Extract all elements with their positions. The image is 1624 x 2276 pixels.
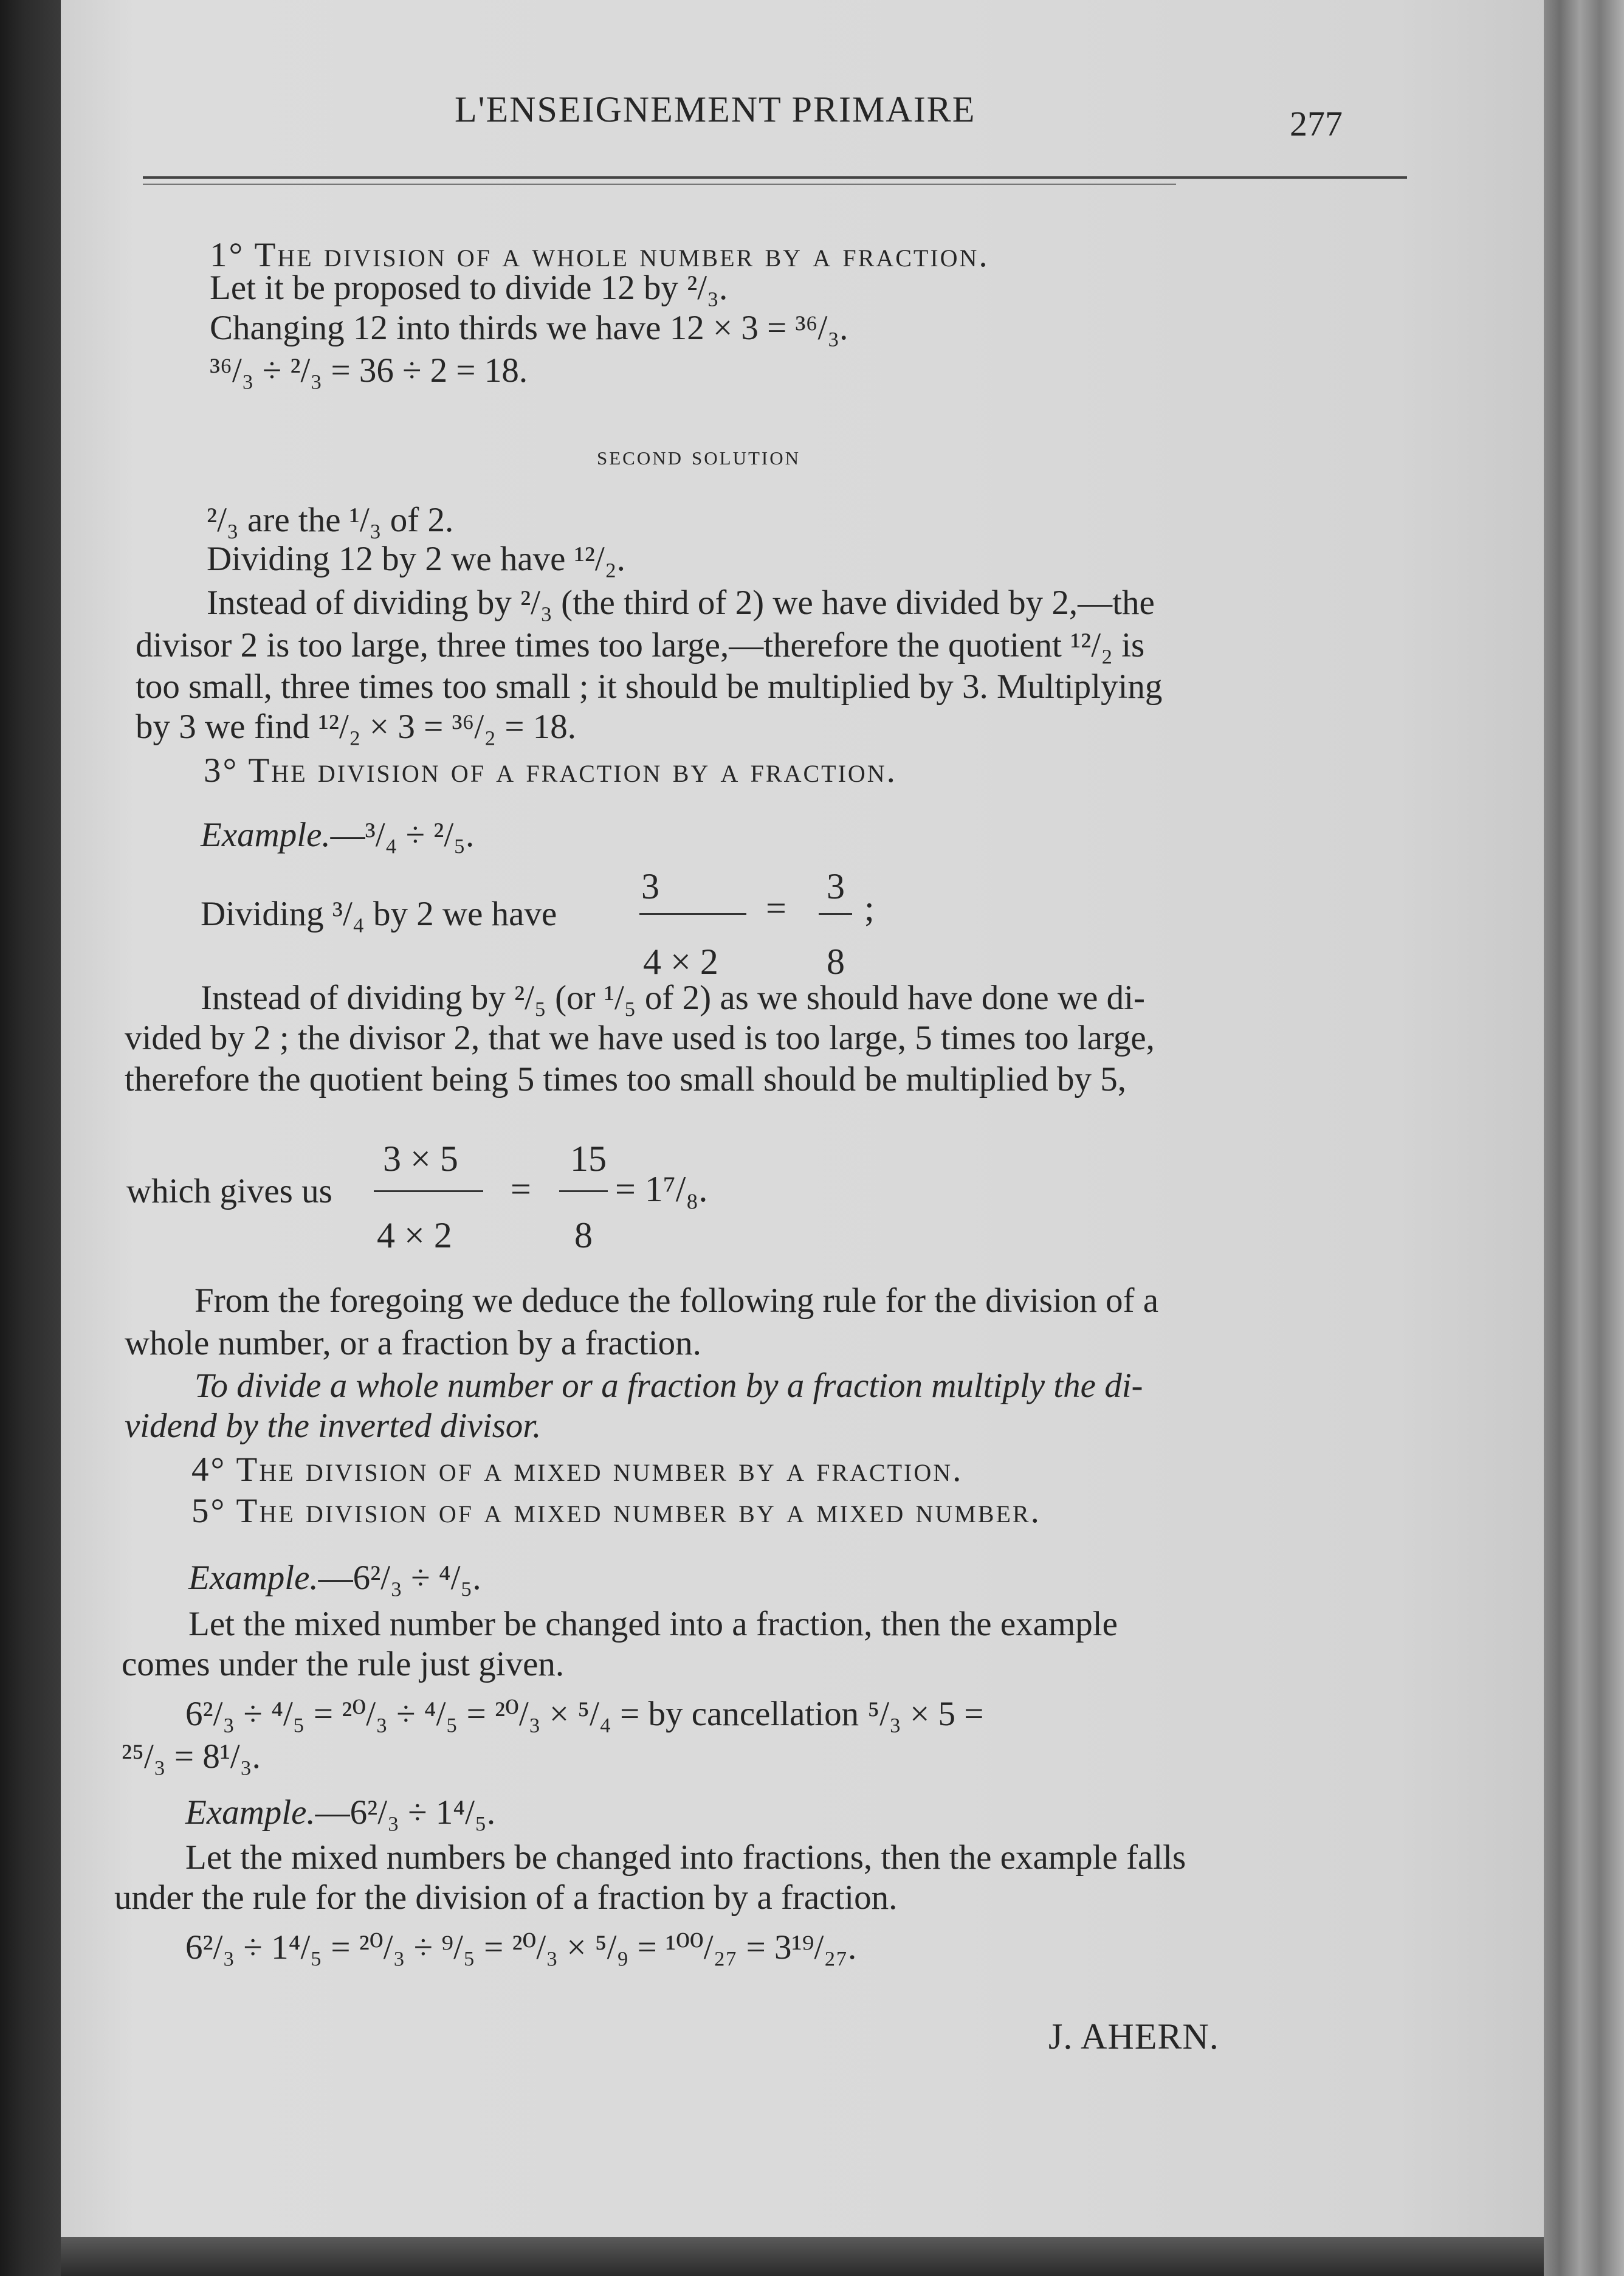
text-line: comes under the rule just given. — [122, 1645, 565, 1683]
fraction-denominator: 8 — [827, 942, 845, 982]
text-line: 6²/₃ ÷ ⁴/₅ = ²⁰/₃ ÷ ⁴/₅ = ²⁰/₃ × ⁵/₄ = by cancellation ⁵/₃ × 5 = — [185, 1695, 984, 1733]
text-line: Instead of dividing by ²/₅ (or ¹/₅ of 2) as we should have done we di- — [201, 979, 1146, 1017]
example-label: Example. — [185, 1793, 315, 1832]
section-heading-3: 3° The division of a fraction by a fraction. — [204, 751, 897, 790]
text-line: Dividing ³/₄ by 2 we have — [201, 895, 557, 933]
rule-text-italic: vidend by the inverted divisor. — [125, 1407, 542, 1445]
page-number: 277 — [1290, 104, 1343, 143]
text-line: Changing 12 into thirds we have 12 × 3 = ³⁶/₃. — [210, 309, 848, 347]
running-header-title: L'ENSEIGNEMENT PRIMAIRE — [455, 89, 976, 129]
rule-text-italic: To divide a whole number or a fraction by a fraction multiply the di- — [194, 1367, 1143, 1405]
fraction-numerator: 15 — [570, 1139, 607, 1179]
author-signature: J. AHERN. — [1048, 2016, 1219, 2057]
fraction-numerator: 3 × 5 — [383, 1139, 458, 1179]
text-line: 6²/₃ ÷ 1⁴/₅ = ²⁰/₃ ÷ ⁹/₅ = ²⁰/₃ × ⁵/₉ = ¹⁰⁰/₂₇ = 3¹⁹/₂₇. — [185, 1928, 857, 1967]
fraction-bar — [374, 1190, 483, 1192]
text-line: ²/₃ are the ¹/₃ of 2. — [207, 501, 454, 539]
text-line: Let the mixed number be changed into a fraction, then the example — [188, 1605, 1118, 1643]
equals-sign: = — [511, 1169, 531, 1209]
fraction-bar — [819, 913, 852, 915]
example-expression: —6²/₃ ÷ 1⁴/₅. — [315, 1793, 496, 1832]
example-expression: —6²/₃ ÷ ⁴/₅. — [318, 1559, 481, 1597]
scan-bottom-edge — [61, 2237, 1544, 2276]
fraction-bar — [559, 1190, 608, 1192]
example-expression: —³/₄ ÷ ²/₅. — [330, 816, 475, 854]
example-3 — [185, 1793, 495, 1832]
header-rule-thin — [143, 184, 1176, 185]
text-line: vided by 2 ; the divisor 2, that we have used is too large, 5 times too large, — [125, 1019, 1155, 1057]
fraction-denominator: 8 — [574, 1215, 593, 1255]
text-line: ²⁵/₃ = 8¹/₃. — [122, 1737, 261, 1776]
text-line: whole number, or a fraction by a fraction. — [125, 1324, 701, 1362]
fraction-numerator: 3 — [641, 866, 659, 906]
text-line: therefore the quotient being 5 times too small should be multiplied by 5, — [125, 1060, 1126, 1098]
example-2 — [188, 1559, 481, 1598]
text-line: From the foregoing we deduce the following rule for the division of a — [194, 1281, 1159, 1320]
fraction-numerator: 3 — [827, 866, 845, 906]
header-rule — [143, 176, 1407, 179]
text-line: Let it be proposed to divide 12 by ²/₃. — [210, 269, 728, 307]
text-line: under the rule for the division of a fraction by a fraction. — [114, 1878, 898, 1917]
example-label: Example. — [188, 1559, 318, 1597]
section-heading-5: 5° The division of a mixed number by a mixed number. — [191, 1492, 1041, 1530]
fraction-denominator: 4 × 2 — [377, 1215, 452, 1255]
semicolon: ; — [864, 888, 875, 928]
book-page — [61, 0, 1544, 2237]
text-line: which gives us — [126, 1172, 332, 1210]
fraction-bar — [639, 913, 746, 915]
subheading-second-solution: second solution — [597, 441, 800, 471]
section-heading-1: 1° The division of a whole number by a fraction. — [210, 236, 989, 274]
text-line: by 3 we find ¹²/₂ × 3 = ³⁶/₂ = 18. — [136, 708, 577, 746]
text-line: too small, three times too small ; it should be multiplied by 3. Multiplying — [136, 667, 1163, 706]
equals-sign: = — [766, 888, 786, 928]
example-label: Example. — [201, 816, 331, 854]
fraction-result: = 1⁷/₈. — [615, 1169, 708, 1209]
text-line: ³⁶/₃ ÷ ²/₃ = 36 ÷ 2 = 18. — [210, 351, 528, 390]
section-heading-4: 4° The division of a mixed number by a fraction. — [191, 1450, 963, 1489]
book-binding-edge — [1544, 0, 1624, 2276]
text-line: divisor 2 is too large, three times too large,—therefore the quotient ¹²/₂ is — [136, 626, 1145, 664]
example-1 — [201, 816, 474, 855]
text-line: Dividing 12 by 2 we have ¹²/₂. — [207, 540, 625, 578]
fraction-denominator: 4 × 2 — [643, 942, 718, 982]
scan-left-edge — [0, 0, 61, 2276]
text-line: Let the mixed numbers be changed into fractions, then the example falls — [185, 1838, 1186, 1877]
text-line: Instead of dividing by ²/₃ (the third of 2) we have divided by 2,—the — [207, 584, 1155, 622]
